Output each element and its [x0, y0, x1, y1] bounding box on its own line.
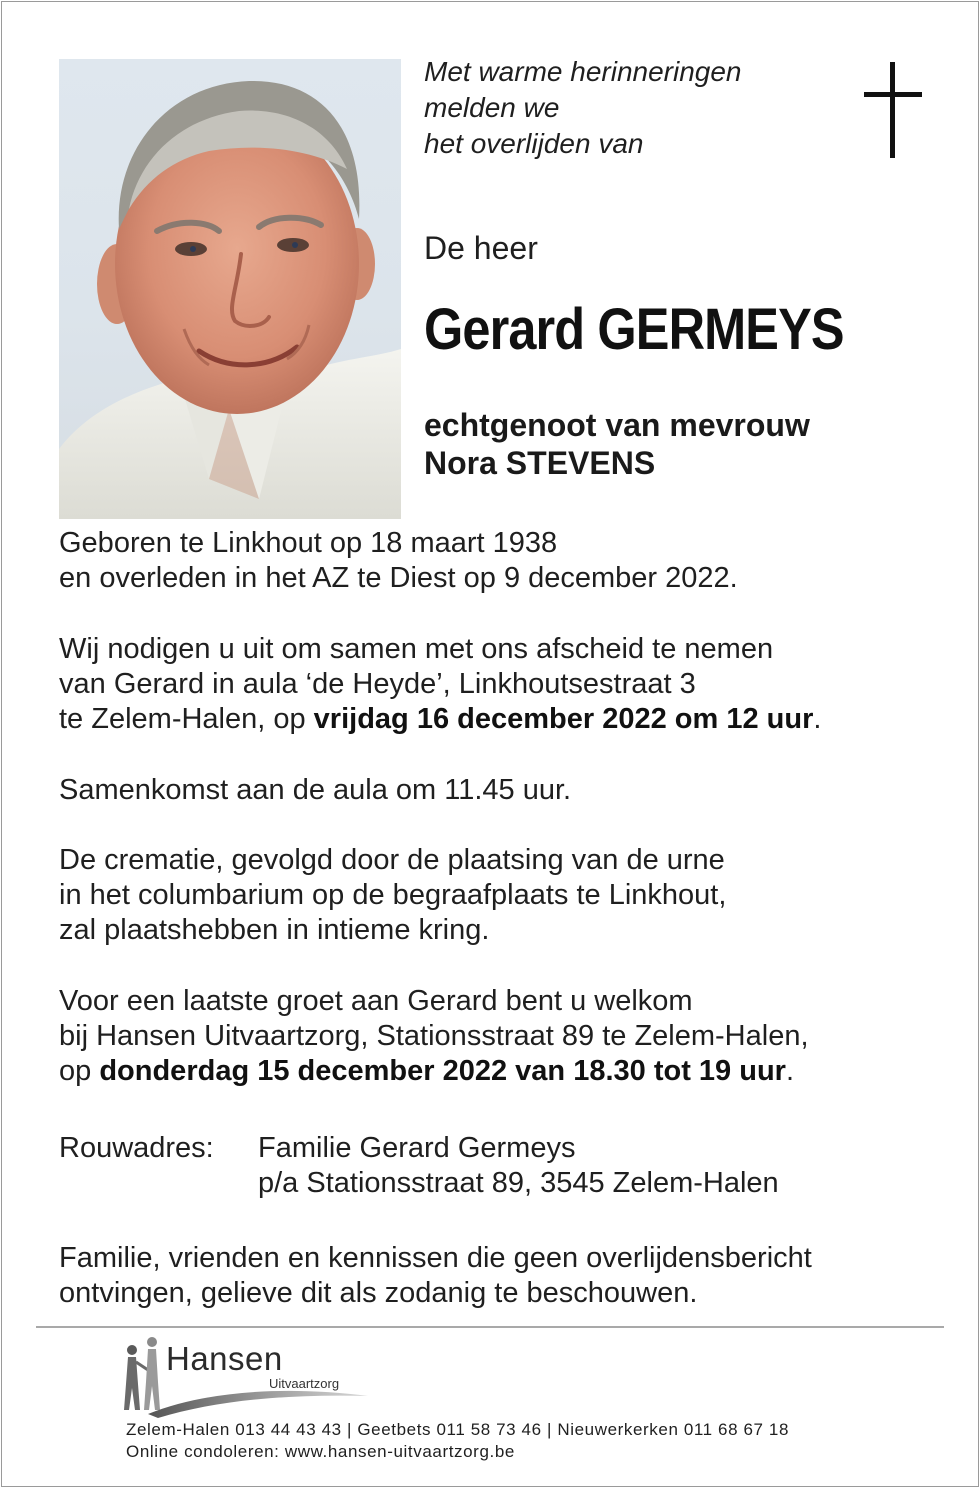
spouse-line: echtgenoot van mevrouw — [424, 407, 810, 443]
logo-subtitle: Uitvaartzorg — [269, 1376, 340, 1391]
paragraph-line: ontvingen, gelieve dit als zodanig te beschouwen. — [59, 1277, 698, 1309]
portrait-photo — [59, 59, 401, 519]
paragraph-line: Wij nodigen u uit om samen met ons afscheid te nemen — [59, 633, 774, 665]
deceased-name: Gerard GERMEYS — [424, 297, 844, 362]
paragraph-line: zal plaatshebben in intieme kring. — [59, 914, 490, 946]
paragraph-line: Samenkomst aan de aula om 11.45 uur. — [59, 774, 572, 806]
spouse-info — [424, 406, 810, 482]
ceremony-datetime: vrijdag 16 december 2022 om 12 uur — [313, 703, 814, 735]
invitation-paragraph — [59, 632, 821, 737]
paragraph-line: bij Hansen Uitvaartzorg, Stationsstraat 89 te Zelem-Halen, — [59, 1020, 809, 1052]
cremation-paragraph — [59, 843, 726, 948]
intro-line: Met warme herinneringen — [424, 56, 742, 87]
paragraph-line: in het columbarium op de begraafplaats te Linkhout, — [59, 879, 727, 911]
notice-paragraph — [59, 1241, 812, 1311]
divider — [36, 1326, 944, 1328]
paragraph-line: te Zelem-Halen, op vrijdag 16 december 2022 om 12 uur. — [59, 703, 822, 735]
mourning-address — [258, 1131, 779, 1201]
paragraph-line: Familie, vrienden en kennissen die geen overlijdensbericht — [59, 1242, 812, 1274]
contact-phones: Zelem-Halen 013 44 43 43 | Geetbets 011 58 73 46 | Nieuwerkerken 011 68 67 18 — [126, 1420, 790, 1439]
condolence-website[interactable]: Online condoleren: www.hansen-uitvaartzorg.be — [126, 1442, 515, 1461]
paragraph-line: en overleden in het AZ te Diest op 9 december 2022. — [59, 562, 738, 594]
cross-icon — [864, 62, 922, 160]
paragraph-line: Geboren te Linkhout op 18 maart 1938 — [59, 527, 558, 559]
paragraph-line: van Gerard in aula ‘de Heyde’, Linkhoutsestraat 3 — [59, 668, 696, 700]
intro-line: het overlijden van — [424, 128, 644, 159]
paragraph-line: op donderdag 15 december 2022 van 18.30 tot 19 uur. — [59, 1055, 795, 1087]
intro-text — [424, 54, 742, 162]
farewell-paragraph — [59, 984, 809, 1089]
mourning-address-label: Rouwadres: — [59, 1132, 214, 1164]
intro-line: melden we — [424, 92, 560, 123]
honorific: De heer — [424, 230, 538, 266]
address-line: p/a Stationsstraat 89, 3545 Zelem-Halen — [258, 1167, 779, 1199]
paragraph-line: De crematie, gevolgd door de plaatsing van de urne — [59, 844, 725, 876]
logo-name: Hansen — [166, 1340, 283, 1377]
paragraph-line: Voor een laatste groet aan Gerard bent u welkom — [59, 985, 693, 1017]
gathering-paragraph — [59, 773, 571, 808]
footer-contacts — [126, 1419, 789, 1463]
address-line: Familie Gerard Germeys — [258, 1132, 576, 1164]
visitation-datetime: donderdag 15 december 2022 van 18.30 tot 19 uur — [99, 1055, 786, 1087]
spouse-name: Nora STEVENS — [424, 445, 656, 481]
birth-death-paragraph — [59, 526, 738, 596]
